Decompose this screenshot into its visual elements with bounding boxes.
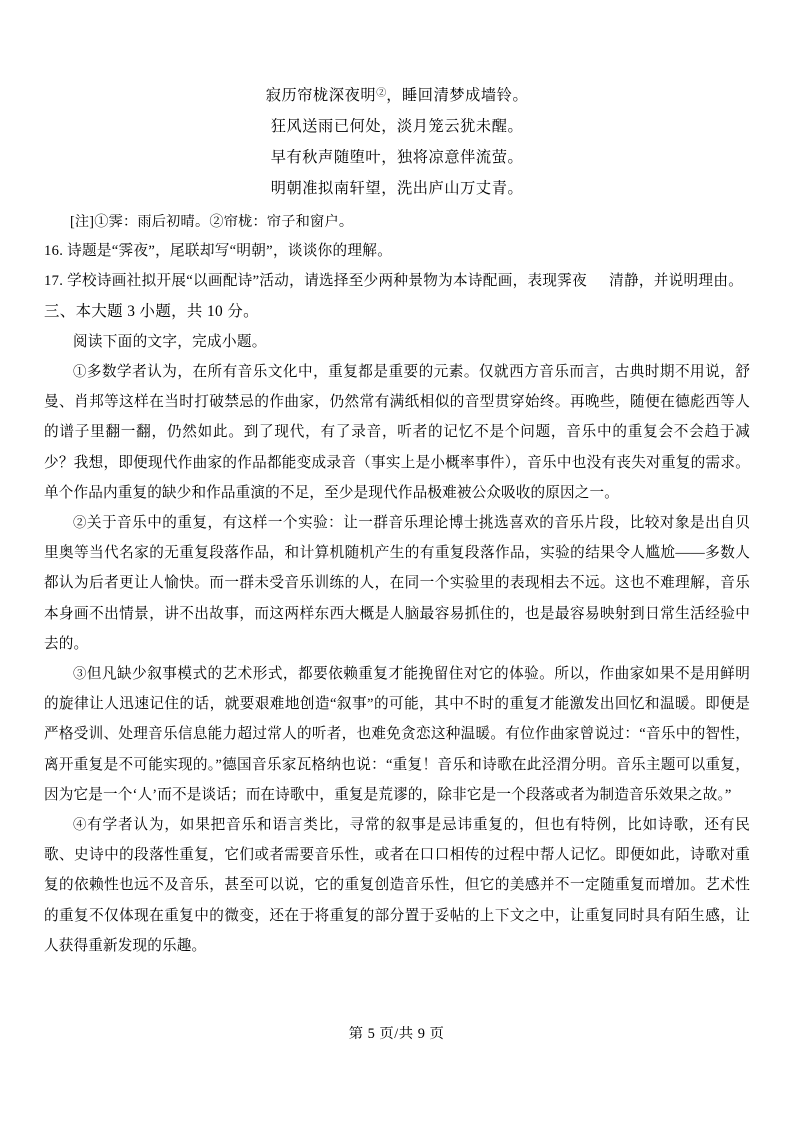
question-number: 17. xyxy=(44,273,64,289)
paragraph-text: 关于音乐中的重复，有这样一个实验：让一群音乐理论博士挑选喜欢的音乐片段，比较对象是出自贝里奥等当代名家的无重复段落作品，和计算机随机产生的有重复段落作品，实验的结果令人尴尬——多数人都认为后者更让人愉快。而一群未受音乐训练的人，在同一个实验里的表现相去不远。这也不难理解，音乐本身画不出情景，讲不出故事，而这两样东西大概是人脑最容易抓住的，也是最容易映射到日常生活经验中去的。 xyxy=(44,515,751,652)
paragraph-text: 有学者认为，如果把音乐和语言类比，寻常的叙事是忌讳重复的，但也有特例，比如诗歌，还有民歌、史诗中的段落性重复，它们或者需要音乐性，或者在口口相传的过程中帮人记忆。即便如此，诗歌对重复的依赖性也远不及音乐，甚至可以说，它的重复创造音乐性，但它的美感并不一定随重复而增加。艺术性的重复不仅体现在重复中的微变，还在于将重复的部分置于妥帖的上下文之中，让重复同时具有陌生感，让人获得重新发现的乐趣。 xyxy=(44,817,750,954)
poem-line xyxy=(44,78,750,111)
passage-paragraph xyxy=(44,357,750,508)
poem-block xyxy=(44,78,750,204)
paragraph-text: 但凡缺少叙事模式的艺术形式，都要依赖重复才能挽留住对它的体验。所以，作曲家如果不是用鲜明的旋律让人迅速记住的话，就要艰难地创造“叙事”的可能，其中不时的重复才能激发出回忆和温暖。即便是严格受训、处理音乐信息能力超过常人的听者，也难免贪恋这种温暖。有位作曲家曾说过：“音乐中的智性，离开重复是不可能实现的。”德国音乐家瓦格纳也说：“重复！音乐和诗歌在此泾渭分明。音乐主题可以重复，因为它是一个‘人’而不是谈话；而在诗歌中，重复是荒谬的，除非它是一个段落或者为制造音乐效果之故。” xyxy=(44,666,751,803)
paragraph-marker: ② xyxy=(73,515,87,531)
poem-line: 早有秋声随堕叶，独将凉意伴流萤。 xyxy=(270,149,524,166)
page-footer: 第 5 页/共 9 页 xyxy=(348,1026,445,1042)
paragraph-marker: ① xyxy=(73,364,87,379)
paragraph-marker: ③ xyxy=(73,666,87,682)
paragraph-text: 多数学者认为，在所有音乐文化中，重复都是重要的元素。仅就西方音乐而言，古典时期不用说，舒曼、肖邦等这样在当时打破禁忌的作曲家，仍然常有满纸相似的音型贯穿始终。再晚些，随便在德彪西等人的谱子里翻一翻，仍然如此。到了现代，有了录音，听者的记忆不是个问题，音乐中的重复会不会趋于减少？我想，即便现代作曲家的作品都能变成录音（事实上是小概率事件），音乐中也没有丧失对重复的需求。单个作品内重复的缺少和作品重演的不足，至少是现代作品极难被公众吸收的原因之一。 xyxy=(44,364,751,501)
question-text-continued: 清静，并说明理由。 xyxy=(609,273,744,289)
question-17 xyxy=(44,266,750,296)
passage-paragraph xyxy=(44,810,750,961)
passage-paragraph xyxy=(44,508,750,659)
question-text: 诗题是“霁夜”，尾联却写“明朝”，谈谈你的理解。 xyxy=(67,243,393,259)
poem-line-tail: ，睡回清梦成墙铃。 xyxy=(386,87,529,104)
note-marker-superscript: ② xyxy=(376,88,387,99)
poem-line: 狂风送雨已何处，淡月笼云犹未醒。 xyxy=(270,118,524,135)
poem-line: 明朝准拟南轩望，洗出庐山万丈青。 xyxy=(270,180,524,197)
paragraph-marker: ④ xyxy=(73,817,88,833)
section-heading: 三、本大题 3 小题，共 10 分。 xyxy=(44,303,259,320)
question-text: 学校诗画社拟开展“以画配诗”活动，请选择至少两种景物为本诗配画，表现霁夜 xyxy=(67,273,588,289)
question-16 xyxy=(44,236,750,266)
question-number: 16. xyxy=(44,243,64,259)
reading-instruction: 阅读下面的文字，完成小题。 xyxy=(73,334,267,350)
page-content xyxy=(44,78,750,961)
poem-footnotes: [注]①霁：雨后初晴。②帘栊：帘子和窗户。 xyxy=(70,214,354,230)
passage-paragraph xyxy=(44,659,750,810)
poem-line-text: 寂历帘栊深夜明 xyxy=(265,87,377,104)
